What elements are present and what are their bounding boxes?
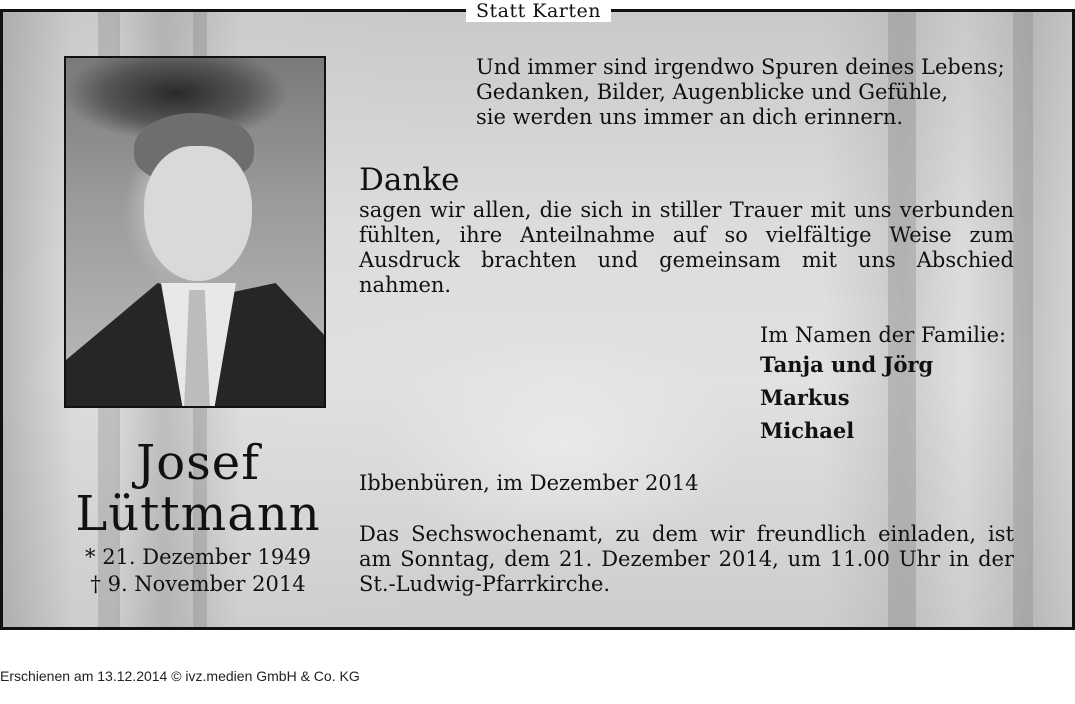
danke-heading: Danke	[359, 162, 460, 198]
verse-line: Und immer sind irgendwo Spuren deines Lebens;	[476, 55, 1005, 79]
thanks-text: sagen wir allen, die sich in stiller Trauer mit uns verbunden fühlten, ihre Anteilnahme auf so vielfältige Weise zum Ausdruck brachten und gemeinsam mit uns Abschied nahmen.	[359, 198, 1014, 297]
death-date: † 9. November 2014	[90, 572, 306, 596]
family-member: Markus	[760, 385, 850, 410]
verse-line: sie werden uns immer an dich erinnern.	[476, 105, 904, 129]
birth-date: * 21. Dezember 1949	[85, 545, 311, 569]
deceased-first-name: Josef	[136, 435, 260, 491]
place-date: Ibbenbüren, im Dezember 2014	[359, 471, 699, 495]
family-signature	[760, 322, 1006, 447]
family-intro: Im Namen der Familie:	[760, 323, 1007, 347]
verse-line: Gedanken, Bilder, Augenblicke und Gefühle,	[476, 80, 949, 104]
background-tree	[1013, 12, 1033, 627]
deceased-last-name: Lüttmann	[75, 486, 321, 542]
family-member: Michael	[760, 418, 855, 443]
family-member: Tanja und Jörg	[760, 352, 934, 377]
portrait-photo	[64, 56, 326, 408]
publication-footer: Erschienen am 13.12.2014 © ivz.medien GmbH & Co. KG	[0, 668, 360, 684]
service-text: Das Sechswochenamt, zu dem wir freundlich einladen, ist am Sonntag, dem 21. Dezember 2014, um 11.00 Uhr in der St.-Ludwig-Pfarrkirche.	[359, 522, 1014, 596]
verse	[476, 55, 1005, 130]
heading: Statt Karten	[466, 0, 611, 22]
